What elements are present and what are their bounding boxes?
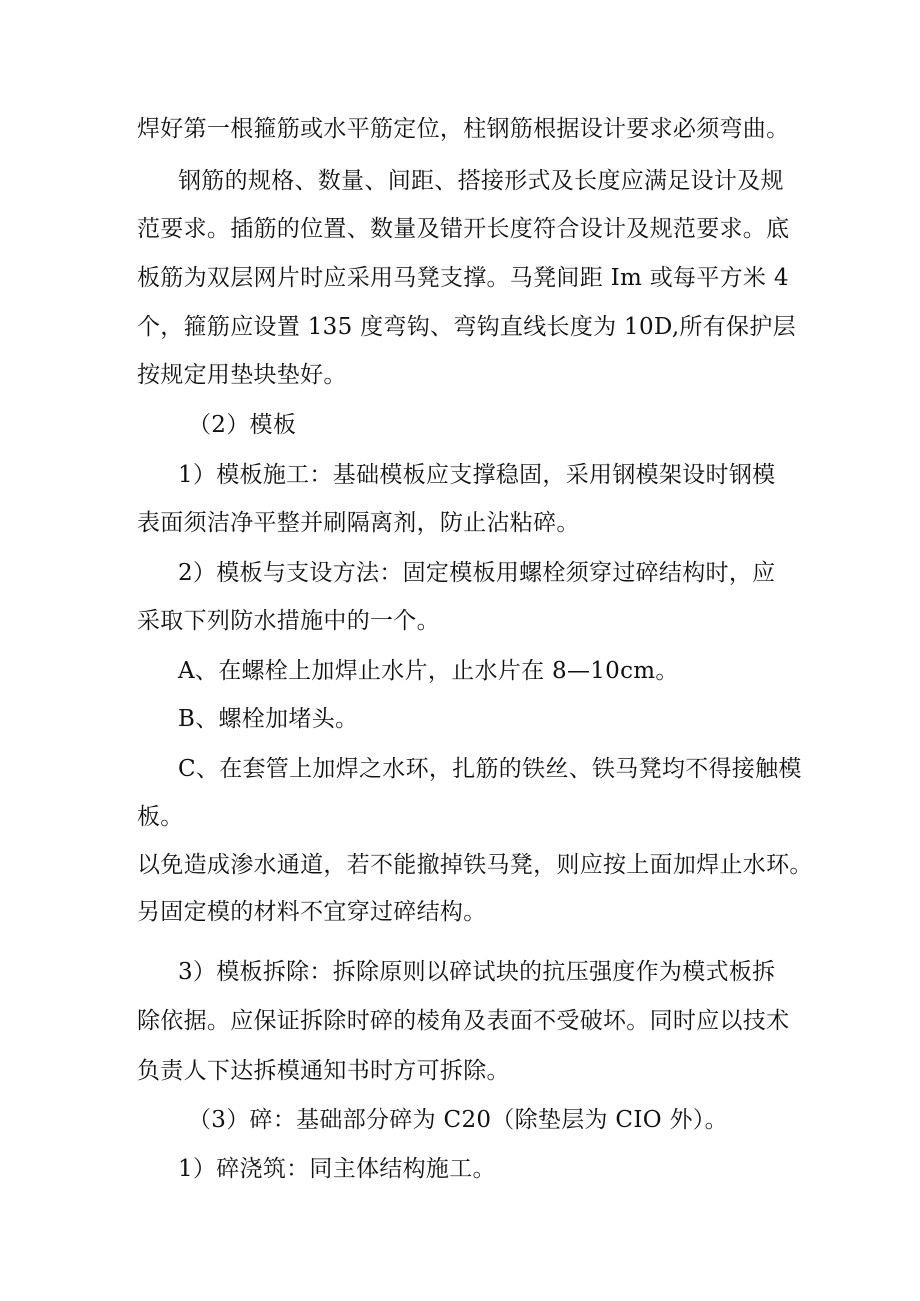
text-line: 表面须洁净平整并刷隔离剂，防止沾粘碎。 xyxy=(137,510,580,536)
text-line: 2）模板与支设方法：固定模板用螺栓须穿过碎结构时，应 xyxy=(178,560,776,586)
text-line: 以免造成渗水通道，若不能撤掉铁马凳，则应按上面加焊止水环。 xyxy=(137,852,813,878)
text-line: B、螺栓加堵头。 xyxy=(178,706,359,732)
text-line: 个，箍筋应设置 135 度弯钩、弯钩直线长度为 10D,所有保护层 xyxy=(137,314,796,340)
text-line: 1）模板施工：基础模板应支撑稳固，采用钢模架设时钢模 xyxy=(178,462,776,488)
section-heading: （3）碎：基础部分碎为 C20（除垫层为 CIO 外）。 xyxy=(188,1107,728,1133)
text-line: 范要求。插筋的位置、数量及错开长度符合设计及规范要求。底 xyxy=(137,216,790,242)
text-line: C、在套管上加焊之水环，扎筋的铁丝、铁马凳均不得接触模 xyxy=(178,756,802,782)
text-line: 另固定模的材料不宜穿过碎结构。 xyxy=(137,899,487,925)
text-line: 负责人下达拆模通知书时方可拆除。 xyxy=(137,1058,510,1084)
text-line: 钢筋的规格、数量、间距、搭接形式及长度应满足设计及规 xyxy=(178,168,784,194)
text-line: 1）碎浇筑：同主体结构施工。 xyxy=(178,1156,496,1182)
text-line: 3）模板拆除：拆除原则以碎试块的抗压强度作为模式板拆 xyxy=(178,959,776,985)
text-line: 按规定用垫块垫好。 xyxy=(137,362,347,388)
text-line: 板。 xyxy=(137,804,184,830)
text-line: 焊好第一根箍筋或水平筋定位，柱钢筋根据设计要求必须弯曲。 xyxy=(137,116,790,142)
text-line: A、在螺栓上加焊止水片，止水片在 8—10cm。 xyxy=(178,658,679,684)
text-line: 采取下列防水措施中的一个。 xyxy=(137,608,440,634)
text-line: 除依据。应保证拆除时碎的棱角及表面不受破坏。同时应以技术 xyxy=(137,1008,790,1034)
section-heading: （2）模板 xyxy=(188,412,297,438)
text-line: 板筋为双层网片时应采用马凳支撑。马凳间距 Im 或每平方米 4 xyxy=(137,265,789,291)
